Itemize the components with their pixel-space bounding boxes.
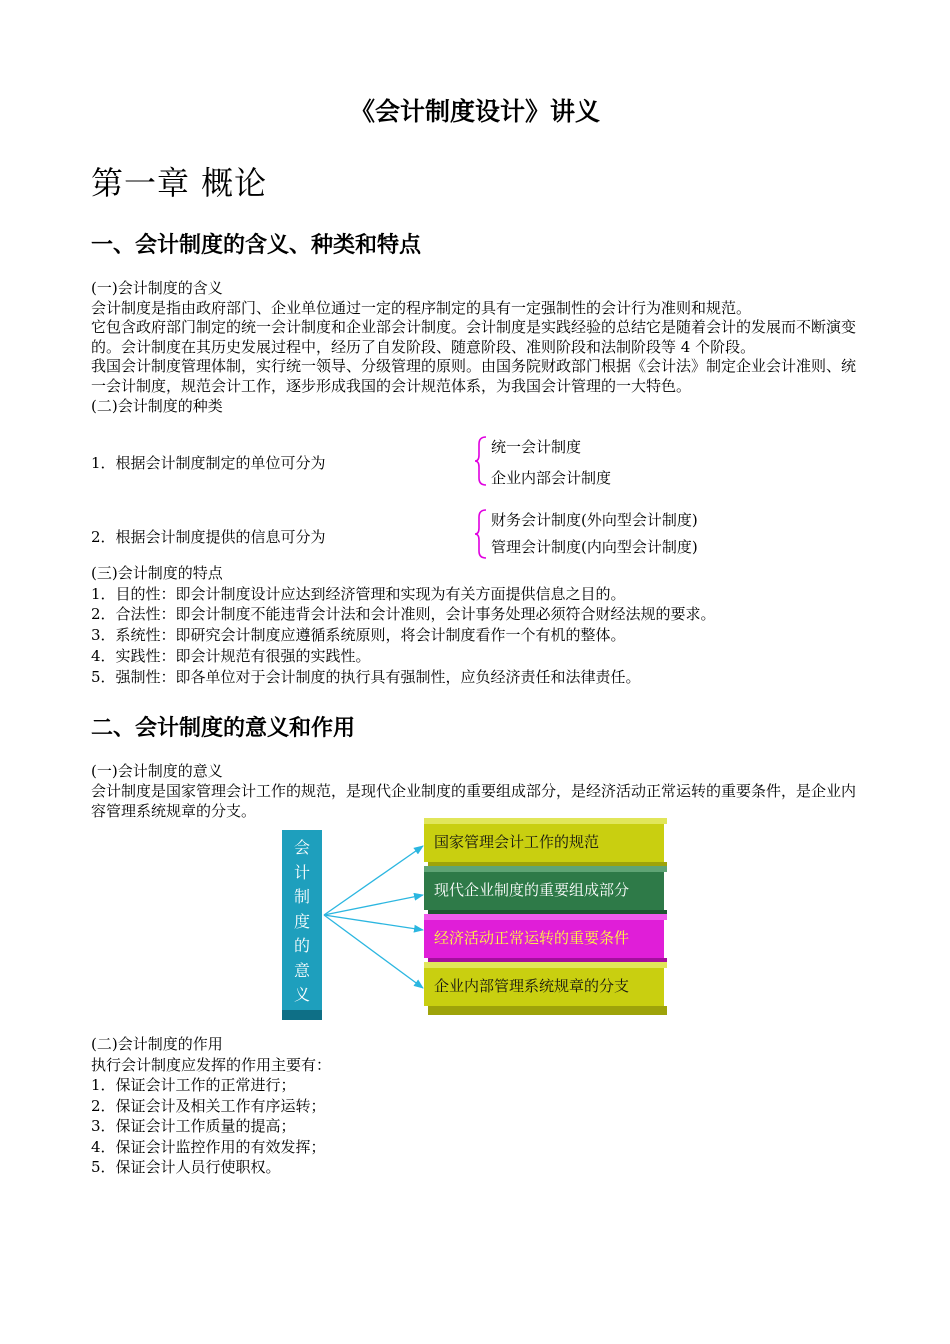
source-label-char: 会: [293, 838, 310, 857]
diagram-arrows: [280, 818, 430, 1030]
feature-item: 2．合法性：即会计制度不能违背会计法和会计准则，会计事务处理必须符合财经法规的要求。: [91, 605, 716, 624]
feature-item: 5．强制性：即各单位对于会计制度的执行具有强制性，应负经济责任和法律责任。: [91, 667, 641, 686]
document-title: 《会计制度设计》讲义: [349, 97, 600, 126]
type-1-item: 统一会计制度: [491, 438, 582, 456]
section-2-heading: 二、会计制度的意义和作用: [91, 716, 356, 741]
subheading-types: (二)会计制度的种类: [91, 396, 223, 415]
diagram-target-box: 现代企业制度的重要组成部分: [424, 872, 664, 910]
section-1-heading: 一、会计制度的含义、种类和特点: [91, 233, 422, 258]
role-item: 2．保证会计及相关工作有序运转；: [91, 1096, 326, 1115]
diagram-target-box: 经济活动正常运转的重要条件: [424, 920, 664, 958]
section-1-meaning-block: [91, 279, 866, 416]
paragraph: 我国会计制度管理体制，实行统一领导、分级管理的原则。由国务院财政部门根据《会计法》制定企业会计准则、统一会计制度，规范会计工作，逐步形成我国的会计规范体系，为我国会计管理的一大特色。: [91, 357, 857, 395]
source-label-char: 的: [293, 936, 310, 955]
type-2-item: 财务会计制度(外向型会计制度): [491, 511, 698, 529]
subheading-features: (三)会计制度的特点: [91, 564, 223, 582]
chapter-title: 第一章 概论: [91, 164, 268, 202]
section-2-meaning-block: [91, 761, 866, 821]
paragraph: 执行会计制度应发挥的作用主要有：: [91, 1055, 332, 1074]
diagram-target-box: 国家管理会计工作的规范: [424, 824, 664, 862]
diagram-target-box: 企业内部管理系统规章的分支: [424, 968, 664, 1006]
source-label-char: 意: [293, 960, 310, 980]
feature-item: 3．系统性：即研究会计制度应遵循系统原则，将会计制度看作一个有机的整体。: [91, 626, 626, 645]
type-2-label: 2．根据会计制度提供的信息可分为: [91, 528, 326, 546]
roles-block: [91, 1034, 866, 1178]
role-item: 4．保证会计监控作用的有效发挥；: [91, 1137, 326, 1156]
source-label-char: 制: [293, 887, 310, 906]
meaning-diagram: [280, 818, 670, 1030]
arrow-icon: [324, 915, 423, 988]
role-item: 3．保证会计工作质量的提高；: [91, 1117, 296, 1135]
role-item: 5．保证会计人员行使职权。: [91, 1158, 281, 1176]
brace-icon: [474, 436, 488, 486]
arrow-icon: [324, 915, 423, 930]
features-block: [91, 563, 866, 687]
source-label-char: 义: [293, 985, 310, 1004]
type-1-item: 企业内部会计制度: [491, 469, 612, 487]
feature-item: 1．目的性：即会计制度设计应达到经济管理和实现为有关方面提供信息之目的。: [91, 584, 626, 603]
subheading-meaning: (一)会计制度的意义: [91, 762, 223, 780]
source-label-char: 计: [293, 862, 310, 882]
brace-icon: [474, 509, 488, 559]
type-1-label: 1．根据会计制度制定的单位可分为: [91, 454, 326, 472]
source-label-char: 度: [293, 911, 310, 931]
type-2-item: 管理会计制度(内向型会计制度): [491, 538, 698, 556]
subheading-meaning: (一)会计制度的含义: [91, 279, 223, 297]
paragraph: 会计制度是国家管理会计工作的规范，是现代企业制度的重要组成部分，是经济活动正常运转的重要条件，是企业内容管理系统规章的分支。: [91, 782, 857, 820]
subheading-roles: (二)会计制度的作用: [91, 1035, 223, 1053]
paragraph: 会计制度是指由政府部门、企业单位通过一定的程序制定的具有一定强制性的会计行为准则和规范。: [91, 298, 752, 317]
role-item: 1．保证会计工作的正常进行；: [91, 1076, 296, 1094]
feature-item: 4．实践性：即会计规范有很强的实践性。: [91, 646, 371, 665]
paragraph: 它包含政府部门制定的统一会计制度和企业部会计制度。会计制度是实践经验的总结它是随着会计的发展而不断演变的。会计制度在其历史发展过程中，经历了自发阶段、随意阶段、准则阶段和法制阶段等 4 个阶段。: [91, 318, 857, 356]
